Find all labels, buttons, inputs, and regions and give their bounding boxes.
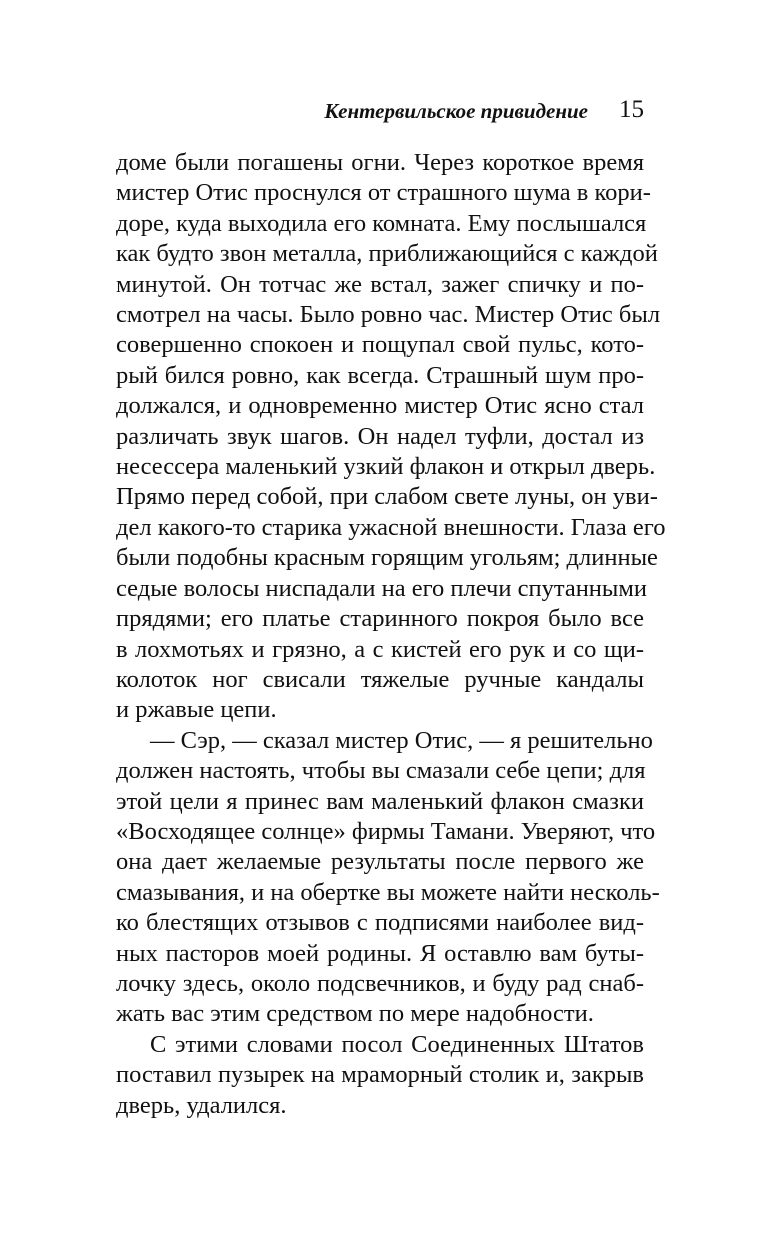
text-line: были подобны красным горящим угольям; длинные	[116, 544, 658, 572]
text-line: смазывания, и на обертке вы можете найти несколь-	[116, 878, 660, 906]
text-line: и ржавые цепи.	[116, 696, 277, 724]
text-line: С этими словами посол Соединенных Штатов	[150, 1030, 644, 1058]
text-line: доре, куда выходила его комната. Ему послышался	[116, 209, 647, 237]
text-line: она дает желаемые результаты после первого же	[116, 848, 644, 876]
text-line: смотрел на часы. Было ровно час. Мистер Отис был	[116, 301, 661, 329]
text-line: несессера маленький узкий флакон и открыл дверь.	[116, 453, 656, 481]
text-line: мистер Отис проснулся от страшного шума в кори-	[116, 179, 651, 207]
paragraph-2	[116, 726, 660, 1030]
text-line: различать звук шагов. Он надел туфли, достал из	[116, 422, 644, 450]
text-line: должался, и одновременно мистер Отис ясно стал	[116, 392, 644, 420]
text-line: должен настоять, чтобы вы смазали себе цепи; для	[116, 757, 646, 785]
body-text	[116, 148, 666, 1121]
running-header	[116, 96, 644, 126]
text-line: жать вас этим средством по мере надобности.	[116, 1000, 594, 1028]
text-line: в лохмотьях и грязно, а с кистей его рук и со щи-	[116, 635, 644, 663]
paragraph-3	[116, 1030, 644, 1121]
text-line: колоток ног свисали тяжелые ручные кандалы	[116, 665, 644, 693]
text-line: как будто звон металла, приближающийся с каждой	[116, 240, 658, 268]
text-line: поставил пузырек на мраморный столик и, закрыв	[116, 1061, 644, 1089]
text-line: этой цели я принес вам маленький флакон смазки	[116, 787, 644, 815]
text-line: ко блестящих отзывов с подписями наиболее вид-	[116, 909, 644, 937]
text-line: «Восходящее солнце» фирмы Тамани. Уверяют, что	[116, 817, 656, 845]
text-line: рый бился ровно, как всегда. Страшный шум про-	[116, 361, 644, 389]
paragraph-1	[116, 148, 666, 726]
text-line: Прямо перед собой, при слабом свете луны, он уви-	[116, 483, 658, 511]
text-line: седые волосы ниспадали на его плечи спутанными	[116, 574, 647, 602]
running-title: Кентервильское привидение	[324, 99, 588, 123]
text-line: лочку здесь, около подсвечников, и буду рад снаб-	[116, 969, 644, 997]
text-line: совершенно спокоен и пощупал свой пульс, кото-	[116, 331, 644, 359]
text-line: дверь, удалился.	[116, 1091, 287, 1119]
text-line: — Сэр, — сказал мистер Отис, — я решительно	[150, 726, 653, 754]
page-number: 15	[619, 96, 644, 123]
text-line: дел какого-то старика ужасной внешности. Глаза его	[116, 513, 666, 541]
text-line: доме были погашены огни. Через короткое время	[116, 149, 644, 176]
text-line: минутой. Он тотчас же встал, зажег спичку и по-	[116, 270, 644, 298]
text-line: прядями; его платье старинного покроя было все	[116, 605, 644, 633]
text-line: ных пасторов моей родины. Я оставлю вам буты-	[116, 939, 644, 967]
